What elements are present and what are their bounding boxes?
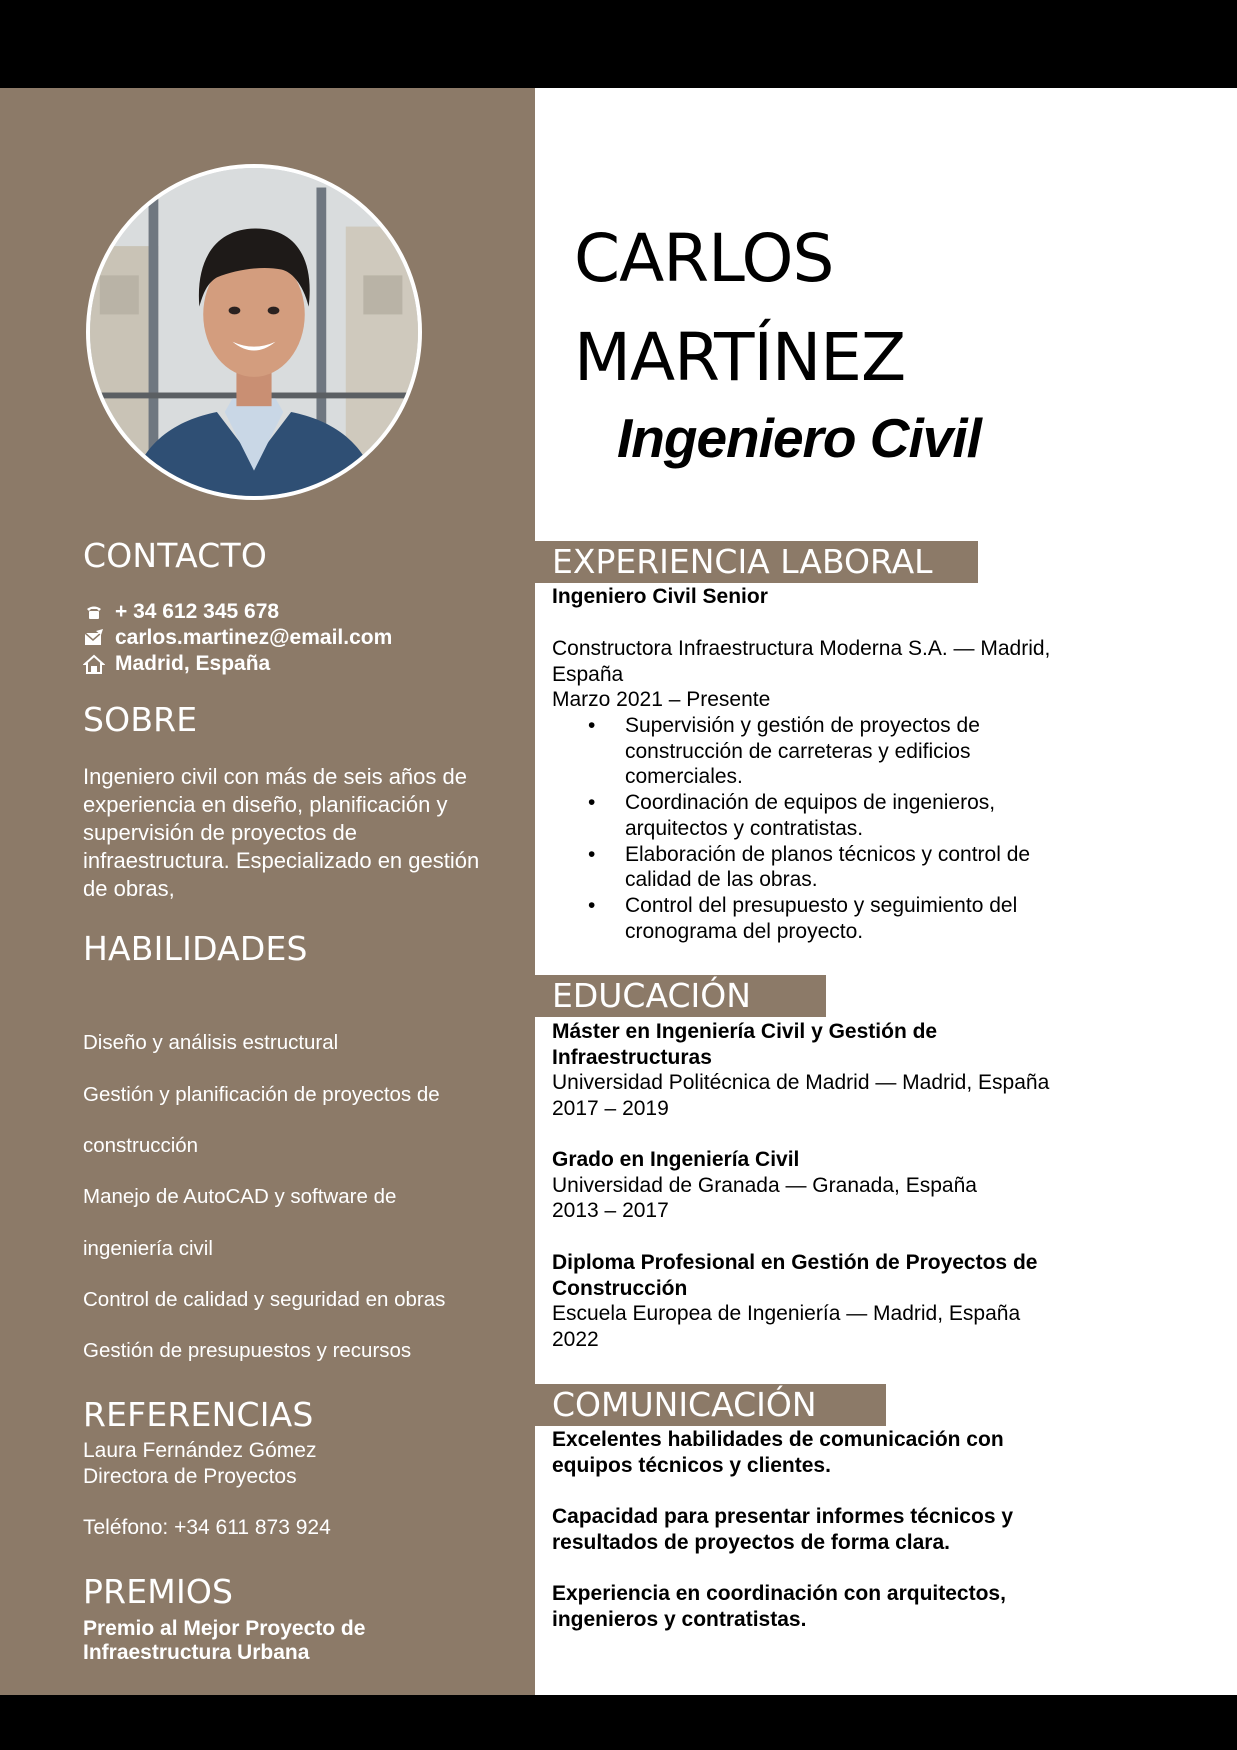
award-item <box>83 1617 365 1665</box>
name-last: MARTÍNEZ <box>574 319 906 396</box>
contact-location <box>83 652 270 676</box>
contact-location-text: Madrid, España <box>115 652 271 675</box>
experience-bullet <box>552 842 1030 893</box>
skill-item: Gestión de presupuestos y recursos <box>83 1339 412 1362</box>
experience-role-text: Ingeniero Civil Senior <box>552 585 768 608</box>
education-item <box>552 1250 1037 1353</box>
education-school: Escuela Europea de Ingeniería — Madrid, España <box>552 1302 1021 1326</box>
bottom-black-bar <box>0 1695 1237 1750</box>
skill-item: Gestión y planificación de proyectos de <box>83 1083 440 1106</box>
contact-phone <box>83 600 279 624</box>
education-item <box>552 1019 1049 1122</box>
about-text: Ingeniero civil con más de seis años de experiencia en diseño, planificación y supervisión de proyectos de infraestructura. Especializado en gestión de obras, <box>83 764 480 901</box>
communication-item <box>552 1504 1072 1555</box>
name-first: CARLOS <box>574 220 834 297</box>
bullet-line: • Supervisión y gestión de proyectos de <box>625 714 980 737</box>
experience-bullet <box>552 790 1030 841</box>
skills-heading: HABILIDADES <box>83 929 308 968</box>
education-school: Universidad Politécnica de Madrid — Madrid, España <box>552 1071 1050 1095</box>
education-school: Universidad de Granada — Granada, España <box>552 1173 977 1197</box>
communication-line: Experiencia en coordinación con arquitectos, <box>552 1582 1006 1605</box>
job-title: Ingeniero Civil <box>617 407 981 469</box>
location-icon <box>83 653 105 675</box>
contact-email <box>83 626 392 650</box>
experience-role <box>552 584 768 610</box>
communication-line: resultados de proyectos de forma clara. <box>552 1530 950 1554</box>
bullet-line: arquitectos y contratistas. <box>625 816 864 840</box>
awards-heading: PREMIOS <box>83 1572 234 1611</box>
bullet-line: • Coordinación de equipos de ingenieros, <box>625 791 996 815</box>
education-title: Grado en Ingeniería Civil <box>552 1148 800 1171</box>
skill-item: Diseño y análisis estructural <box>83 1031 339 1054</box>
contact-phone-text: + 34 612 345 678 <box>115 600 280 623</box>
skill-item: ingeniería civil <box>83 1237 213 1260</box>
communication-item <box>552 1427 1072 1478</box>
bullet-line: • Elaboración de planos técnicos y control de <box>625 842 1031 866</box>
education-title: Infraestructuras <box>552 1045 712 1069</box>
communication-item <box>552 1581 1072 1632</box>
education-dates: 2017 – 2019 <box>552 1097 669 1121</box>
education-heading: EDUCACIÓN <box>535 975 826 1017</box>
education-title: Diploma Profesional en Gestión de Proyectos de <box>552 1251 1038 1274</box>
award-line: Premio al Mejor Proyecto de <box>83 1617 366 1640</box>
top-black-bar <box>0 0 1237 88</box>
education-title: Construcción <box>552 1276 688 1300</box>
reference-phone: Teléfono: +34 611 873 924 <box>83 1516 331 1539</box>
skill-item: Manejo de AutoCAD y software de <box>83 1185 397 1208</box>
profile-photo-illustration <box>90 168 418 496</box>
experience-company <box>552 636 1050 713</box>
communication-heading: COMUNICACIÓN <box>535 1384 886 1426</box>
about-heading: SOBRE <box>83 700 198 739</box>
communication-line: equipos técnicos y clientes. <box>552 1453 831 1477</box>
resume-page <box>0 88 1237 1695</box>
contact-email-text[interactable]: carlos.martinez@email.com <box>115 626 393 649</box>
experience-bullet <box>552 893 1030 944</box>
bullet-line: construcción de carreteras y edificios <box>625 739 971 763</box>
email-icon <box>83 627 105 649</box>
references-heading: REFERENCIAS <box>83 1395 314 1434</box>
contact-heading: CONTACTO <box>83 536 268 575</box>
bullet-line: calidad de las obras. <box>625 868 818 892</box>
communication-line: ingenieros y contratistas. <box>552 1607 807 1631</box>
sidebar <box>0 88 535 1695</box>
skill-item: construcción <box>83 1134 199 1157</box>
experience-company-line: España <box>552 662 624 686</box>
experience-bullets <box>552 713 1030 944</box>
experience-company-line: Constructora Infraestructura Moderna S.A. — Madrid, <box>552 637 1051 660</box>
phone-icon <box>83 601 105 623</box>
award-line: Infraestructura Urbana <box>83 1641 310 1664</box>
communication-line: Excelentes habilidades de comunicación con <box>552 1428 1004 1451</box>
bullet-line: cronograma del proyecto. <box>625 919 864 943</box>
skill-item: Control de calidad y seguridad en obras <box>83 1288 446 1311</box>
experience-bullet <box>552 713 1030 790</box>
reference-name: Laura Fernández Gómez <box>83 1439 317 1462</box>
bullet-line: • Control del presupuesto y seguimiento del <box>625 893 1018 917</box>
experience-dates: Marzo 2021 – Presente <box>552 688 771 712</box>
experience-heading: EXPERIENCIA LABORAL <box>535 541 978 583</box>
education-dates: 2013 – 2017 <box>552 1199 669 1223</box>
education-dates: 2022 <box>552 1328 599 1352</box>
reference-role: Directora de Proyectos <box>83 1465 297 1488</box>
communication-line: Capacidad para presentar informes técnicos y <box>552 1505 1014 1528</box>
education-title: Máster en Ingeniería Civil y Gestión de <box>552 1020 938 1043</box>
education-item <box>552 1147 977 1224</box>
profile-photo <box>86 164 422 500</box>
bullet-line: comerciales. <box>625 765 743 789</box>
